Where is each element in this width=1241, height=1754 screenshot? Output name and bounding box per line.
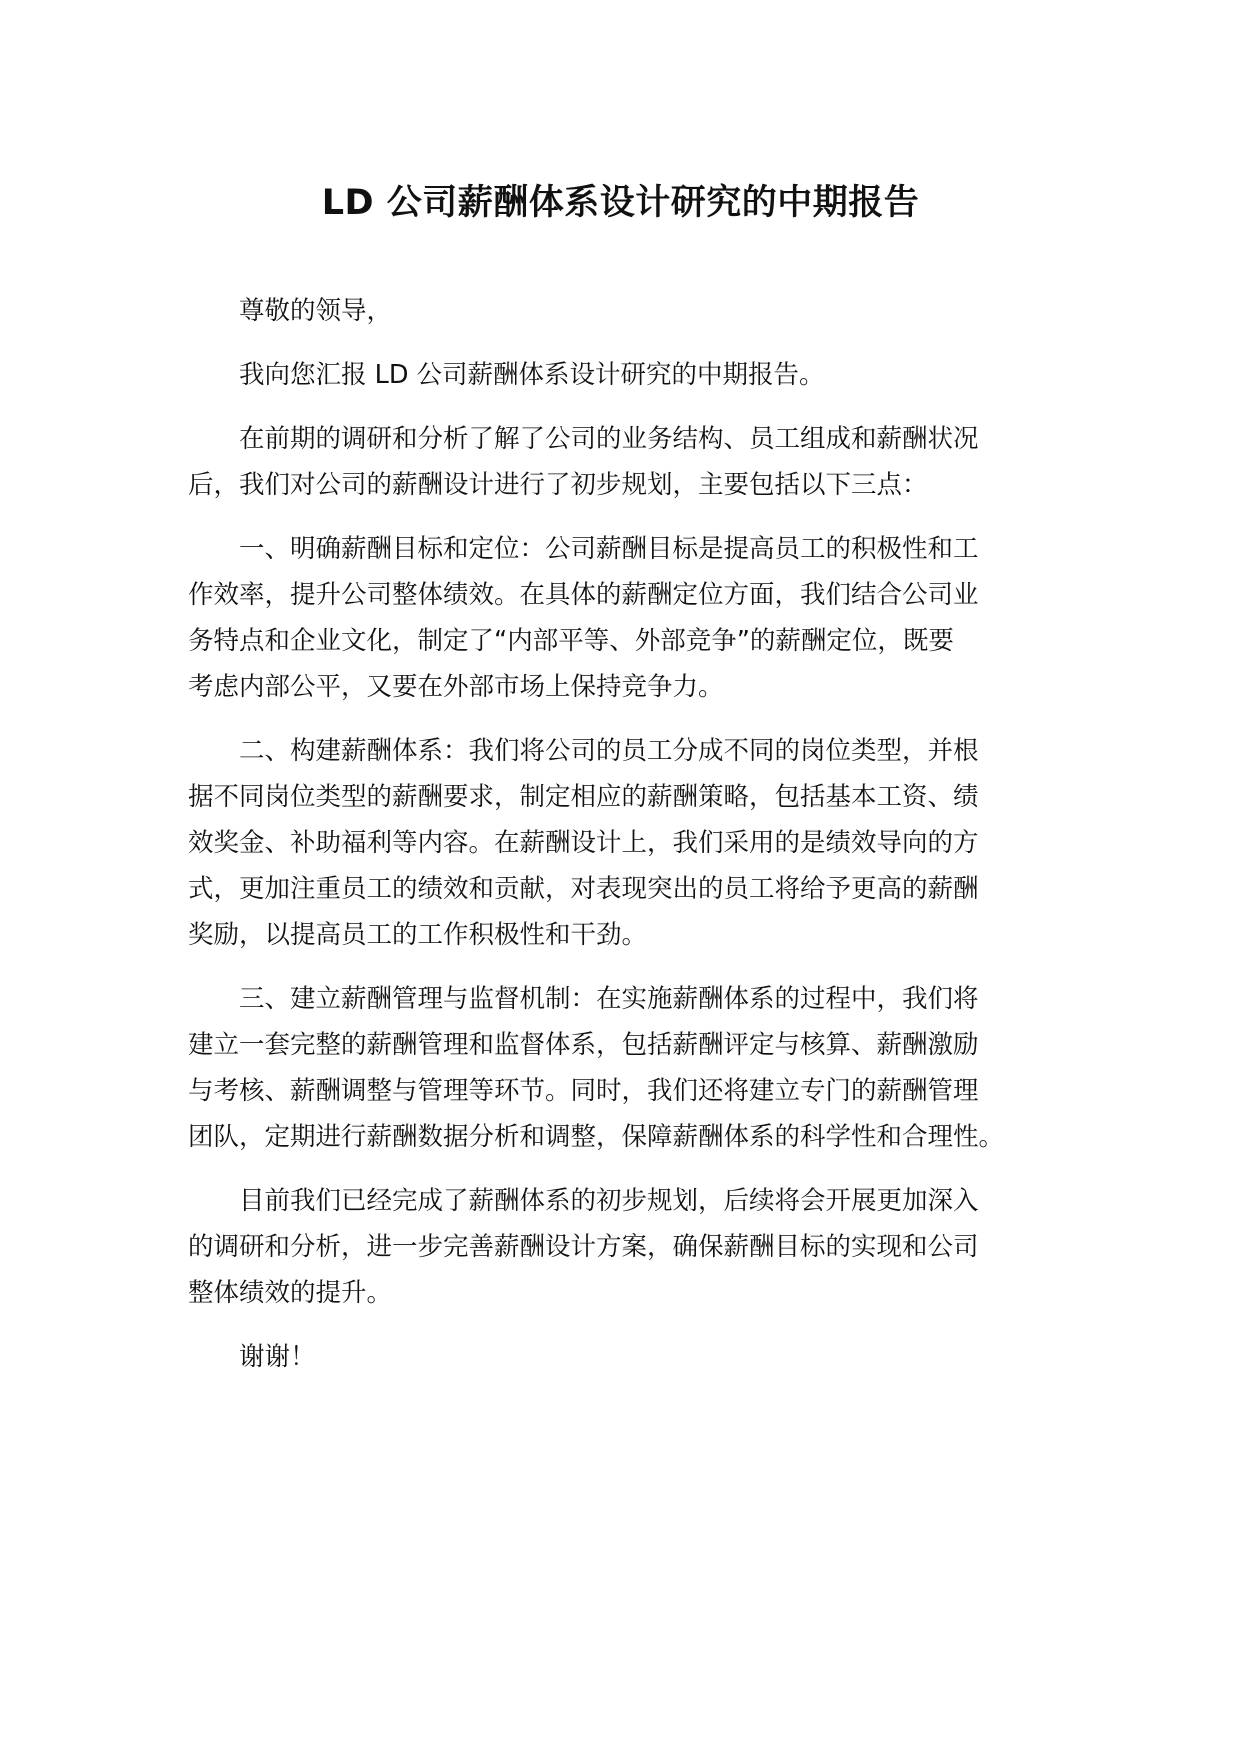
document-title: LD 公司薪酬体系设计研究的中期报告 <box>321 183 920 223</box>
paragraph-thanks: 谢谢！ <box>239 1342 316 1372</box>
paragraph-background: 在前期的调研和分析了解了公司的业务结构、员工组成和薪酬状况 后，我们对公司的薪酬设计进行了初步规划，主要包括以下三点： <box>188 424 979 500</box>
document-body <box>188 288 1068 1398</box>
paragraph-intro: 我向您汇报 LD 公司薪酬体系设计研究的中期报告。 <box>239 360 825 390</box>
paragraph-point-one: 一、明确薪酬目标和定位：公司薪酬目标是提高员工的积极性和工 作效率，提升公司整体绩效。在具体的薪酬定位方面，我们结合公司业 务特点和企业文化，制定了“内部平等、外部竞争”的薪酬定位，既要 考虑内部公平，又要在外部市场上保持竞争力。 <box>188 534 979 702</box>
paragraph-salutation: 尊敬的领导， <box>239 296 393 326</box>
paragraph-point-two: 二、构建薪酬体系：我们将公司的员工分成不同的岗位类型，并根 据不同岗位类型的薪酬要求，制定相应的薪酬策略，包括基本工资、绩 效奖金、补助福利等内容。在薪酬设计上，我们采用的是绩效导向的方 式，更加注重员工的绩效和贡献，对表现突出的员工将给予更高的薪酬 奖励，以提高员工的工作积极性和干劲。 <box>188 736 979 950</box>
paragraph-point-three: 三、建立薪酬管理与监督机制：在实施薪酬体系的过程中，我们将 建立一套完整的薪酬管理和监督体系，包括薪酬评定与核算、薪酬激励 与考核、薪酬调整与管理等环节。同时，我们还将建立专门的薪酬管理 团队，定期进行薪酬数据分析和调整，保障薪酬体系的科学性和合理性。 <box>188 984 1005 1152</box>
paragraph-conclusion: 目前我们已经完成了薪酬体系的初步规划，后续将会开展更加深入 的调研和分析，进一步完善薪酬设计方案，确保薪酬目标的实现和公司 整体绩效的提升。 <box>188 1186 979 1308</box>
